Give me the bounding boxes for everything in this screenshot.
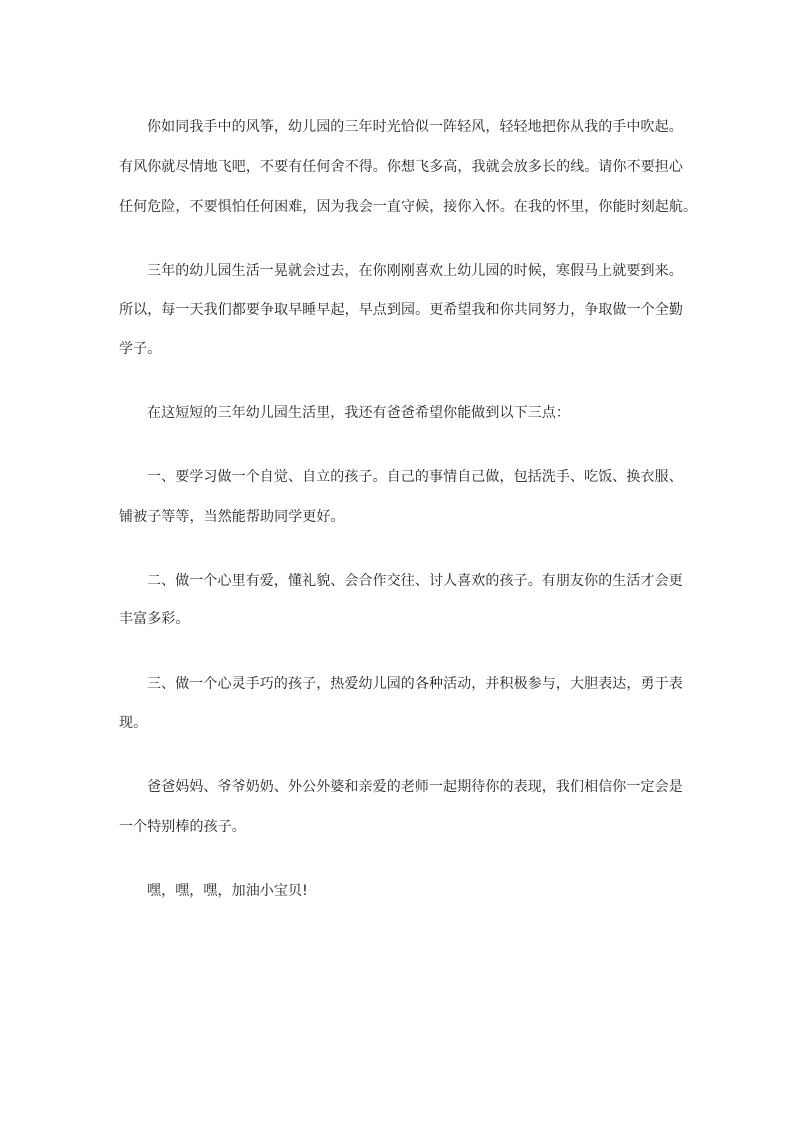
paragraph-1-line-2: 有风你就尽情地飞吧，不要有任何舍不得。你想飞多高，我就会放多长的线。请你不要担心 [119,159,683,175]
paragraph-1-line-3: 任何危险，不要惧怕任何困难，因为我会一直守候，接你入怀。在我的怀里，你能时刻起航。 [119,199,698,215]
paragraph-7-line-1: 爸爸妈妈、爷爷奶奶、外公外婆和亲爱的老师一起期待你的表现，我们相信你一定会是 [147,779,683,795]
paragraph-6-line-1: 三、做一个心灵手巧的孩子，热爱幼儿园的各种活动，并积极参与，大胆表达，勇于表 [147,676,683,692]
paragraph-5-line-1: 二、做一个心里有爱，懂礼貌、会合作交往、讨人喜欢的孩子。有朋友你的生活才会更 [147,573,683,589]
paragraph-4-line-1: 一、要学习做一个自觉、自立的孩子。自己的事情自己做，包括洗手、吃饭、换衣服、 [147,469,683,485]
paragraph-2-line-2: 所以，每一天我们都要争取早睡早起，早点到园。更希望我和你共同努力，争取做一个全勤 [119,302,683,318]
paragraph-6-line-2: 现。 [119,715,148,731]
paragraph-1-line-1: 你如同我手中的风筝，幼儿园的三年时光恰似一阵轻风，轻轻地把你从我的手中吹起。 [147,119,683,135]
paragraph-8-line-1: 嘿，嘿，嘿，加油小宝贝! [147,883,308,899]
paragraph-2-line-3: 学子。 [119,341,162,357]
paragraph-4-line-2: 铺被子等等，当然能帮助同学更好。 [119,509,345,525]
paragraph-2-line-1: 三年的幼儿园生活一晃就会过去，在你刚刚喜欢上幼儿园的时候，寒假马上就要到来。 [147,263,683,279]
paragraph-7-line-2: 一个特别棒的孩子。 [119,819,246,835]
paragraph-5-line-2: 丰富多彩。 [119,611,190,627]
paragraph-3-line-1: 在这短短的三年幼儿园生活里，我还有爸爸希望你能做到以下三点： [147,405,570,421]
